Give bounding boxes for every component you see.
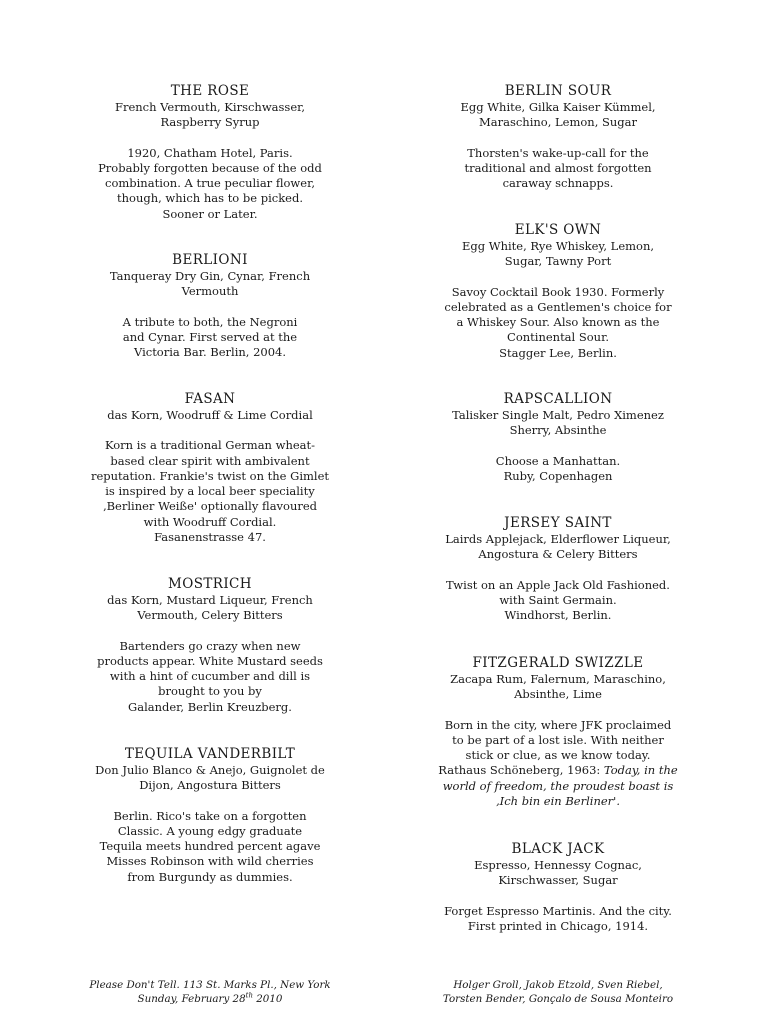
story-line: Continental Sour. xyxy=(507,330,609,345)
ingredients-line: Sugar, Tawny Port xyxy=(504,254,612,269)
entry-story xyxy=(80,639,340,715)
story-line: ‚Berliner Weiße' optionally flavoured xyxy=(102,499,318,514)
story-text: Rathaus Schöneberg, 1963: xyxy=(438,763,604,778)
entry-story xyxy=(428,904,688,935)
entry-title: BERLIN SOUR xyxy=(504,83,612,99)
story-line: Tequila meets hundred percent agave xyxy=(99,839,321,854)
entry-story xyxy=(428,718,688,810)
ingredients-line: das Korn, Woodruff & Lime Cordial xyxy=(107,408,313,422)
story-line: traditional and almost forgotten xyxy=(464,160,652,175)
story-line: Thorsten's wake-up-call for the xyxy=(467,145,649,160)
story-line: Fasanenstrasse 47. xyxy=(154,530,266,545)
story-line: caraway schnapps. xyxy=(502,176,614,191)
story-line: Classic. A young edgy graduate xyxy=(117,823,303,838)
ingredients-line: Lairds Applejack, Elderflower Liqueur, xyxy=(445,532,671,546)
footer-credits-line: Holger Groll, Jakob Etzold, Sven Riebel, xyxy=(453,979,663,991)
entry-ingredients xyxy=(428,672,688,703)
story-line: celebrated as a Gentlemen's choice for xyxy=(444,299,672,314)
story-line: Misses Robinson with wild cherries xyxy=(106,854,314,869)
story-line: reputation. Frankie's twist on the Gimlet xyxy=(90,468,330,483)
story-line: from Burgundy as dummies. xyxy=(127,869,293,884)
ingredients-line: Egg White, Gilka Kaiser Kümmel, xyxy=(460,100,656,114)
ingredients-line: Espresso, Hennessy Cognac, xyxy=(474,858,642,872)
menu-entry-elks-own xyxy=(428,222,688,361)
ingredients-line: Vermouth xyxy=(181,284,239,299)
ingredients-line: Raspberry Syrup xyxy=(160,115,260,130)
ingredients-line: Egg White, Rye Whiskey, Lemon, xyxy=(461,239,655,253)
story-line: Korn is a traditional German wheat- xyxy=(104,438,316,453)
jfk-quote: ‚Ich bin ein Berliner'. xyxy=(496,794,620,809)
entry-ingredients xyxy=(80,593,340,624)
menu-entry-berlin-sour xyxy=(428,83,688,191)
entry-ingredients xyxy=(428,858,688,889)
story-line: combination. A true peculiar flower, xyxy=(105,176,315,191)
story-line xyxy=(428,779,688,794)
story-line: Probably forgotten because of the odd xyxy=(98,160,322,175)
menu-entry-mostrich xyxy=(80,576,340,715)
ingredients-line: Tanqueray Dry Gin, Cynar, French xyxy=(109,269,311,283)
entry-ingredients xyxy=(80,763,340,794)
entry-ingredients xyxy=(428,239,688,270)
menu-entry-berlioni xyxy=(80,252,340,360)
story-line: with Saint Germain. xyxy=(499,592,617,607)
story-line: Choose a Manhattan. xyxy=(495,453,621,468)
entry-story xyxy=(80,809,340,885)
footer-date-suffix: th xyxy=(245,991,253,1000)
story-line: brought to you by xyxy=(158,684,262,699)
menu-entry-black-jack xyxy=(428,841,688,934)
story-line: A tribute to both, the Negroni xyxy=(122,314,298,329)
footer-date-year: 2010 xyxy=(252,993,283,1005)
entry-title: MOSTRICH xyxy=(168,576,252,592)
entry-title: JERSEY SAINT xyxy=(504,515,612,531)
ingredients-line: Vermouth, Celery Bitters xyxy=(137,608,283,623)
entry-ingredients xyxy=(80,100,340,131)
story-line: Bartenders go crazy when new xyxy=(119,638,301,653)
entry-ingredients xyxy=(428,532,688,563)
menu-entry-fitzgerald-swizzle xyxy=(428,655,688,809)
story-line: Savoy Cocktail Book 1930. Formerly xyxy=(451,284,665,299)
ingredients-line: das Korn, Mustard Liqueur, French xyxy=(107,593,313,607)
entry-ingredients xyxy=(80,408,340,423)
story-line: Berlin. Rico's take on a forgotten xyxy=(113,808,307,823)
ingredients-line: Absinthe, Lime xyxy=(514,687,602,702)
entry-story xyxy=(428,285,688,361)
story-line: Victoria Bar. Berlin, 2004. xyxy=(133,345,287,360)
ingredients-line: Sherry, Absinthe xyxy=(509,423,607,438)
jfk-quote: world of freedom, the proudest boast is xyxy=(442,778,674,793)
story-line: products appear. White Mustard seeds xyxy=(97,653,323,668)
story-line: 1920, Chatham Hotel, Paris. xyxy=(127,145,293,160)
ingredients-line: French Vermouth, Kirschwasser, xyxy=(114,100,306,114)
footer-credits xyxy=(408,978,708,1006)
entry-title: TEQUILA VANDERBILT xyxy=(124,746,296,762)
story-line: stick or clue, as we know today. xyxy=(465,748,651,763)
story-line xyxy=(428,763,688,778)
ingredients-line: Don Julio Blanco & Anejo, Guignolet de xyxy=(95,763,325,777)
menu-entry-fasan xyxy=(80,391,340,545)
footer-address: Please Don't Tell. 113 St. Marks Pl., New York xyxy=(89,979,331,991)
ingredients-line: Kirschwasser, Sugar xyxy=(498,873,618,888)
entry-ingredients xyxy=(80,269,340,300)
story-line: Twist on an Apple Jack Old Fashioned. xyxy=(446,577,670,592)
story-line: Sooner or Later. xyxy=(162,206,258,221)
entry-title: FASAN xyxy=(184,391,236,407)
story-line: with a hint of cucumber and dill is xyxy=(109,669,311,684)
ingredients-line: Talisker Single Malt, Pedro Ximenez xyxy=(452,408,664,422)
entry-story xyxy=(428,454,688,485)
story-line xyxy=(428,794,688,809)
story-line: Stagger Lee, Berlin. xyxy=(499,345,617,360)
entry-story xyxy=(80,438,340,545)
story-line: with Woodruff Cordial. xyxy=(143,514,277,529)
entry-story xyxy=(80,315,340,361)
entry-title: ELK'S OWN xyxy=(514,222,602,238)
ingredients-line: Maraschino, Lemon, Sugar xyxy=(478,115,638,130)
menu-entry-rapscallion xyxy=(428,391,688,484)
ingredients-line: Zacapa Rum, Falernum, Maraschino, xyxy=(450,672,666,686)
story-line: a Whiskey Sour. Also known as the xyxy=(456,315,660,330)
story-line: First printed in Chicago, 1914. xyxy=(467,918,649,933)
story-line: Galander, Berlin Kreuzberg. xyxy=(128,699,292,714)
story-line: Ruby, Copenhagen xyxy=(503,468,613,483)
footer-date xyxy=(60,992,360,1006)
jfk-quote: Today, in the xyxy=(603,763,678,778)
entry-title: THE ROSE xyxy=(170,83,250,99)
menu-entry-the-rose xyxy=(80,83,340,222)
footer-venue xyxy=(60,978,360,1006)
story-line: Forget Espresso Martinis. And the city. xyxy=(444,903,672,918)
story-line: and Cynar. First served at the xyxy=(122,329,298,344)
menu-entry-tequila-vanderbilt xyxy=(80,746,340,885)
ingredients-line: Dijon, Angostura Bitters xyxy=(139,778,281,793)
entry-story xyxy=(428,578,688,624)
story-line: is inspired by a local beer speciality xyxy=(105,484,315,499)
story-line: though, which has to be picked. xyxy=(117,191,303,206)
footer-credits-line: Torsten Bender, Gonçalo de Sousa Monteiro xyxy=(442,993,674,1005)
story-line: Windhorst, Berlin. xyxy=(504,608,612,623)
entry-title: RAPSCALLION xyxy=(503,391,613,407)
footer-date-text: Sunday, February 28 xyxy=(137,993,246,1005)
entry-title: BLACK JACK xyxy=(511,841,605,857)
story-line: Born in the city, where JFK proclaimed xyxy=(444,717,672,732)
entry-story xyxy=(428,146,688,192)
menu-entry-jersey-saint xyxy=(428,515,688,623)
entry-ingredients xyxy=(428,100,688,131)
story-line: to be part of a lost isle. With neither xyxy=(452,732,664,747)
entry-story xyxy=(80,146,340,222)
story-line: based clear spirit with ambivalent xyxy=(110,453,310,468)
entry-ingredients xyxy=(428,408,688,439)
entry-title: FITZGERALD SWIZZLE xyxy=(472,655,644,671)
ingredients-line: Angostura & Celery Bitters xyxy=(478,547,638,562)
entry-title: BERLIONI xyxy=(172,252,248,268)
